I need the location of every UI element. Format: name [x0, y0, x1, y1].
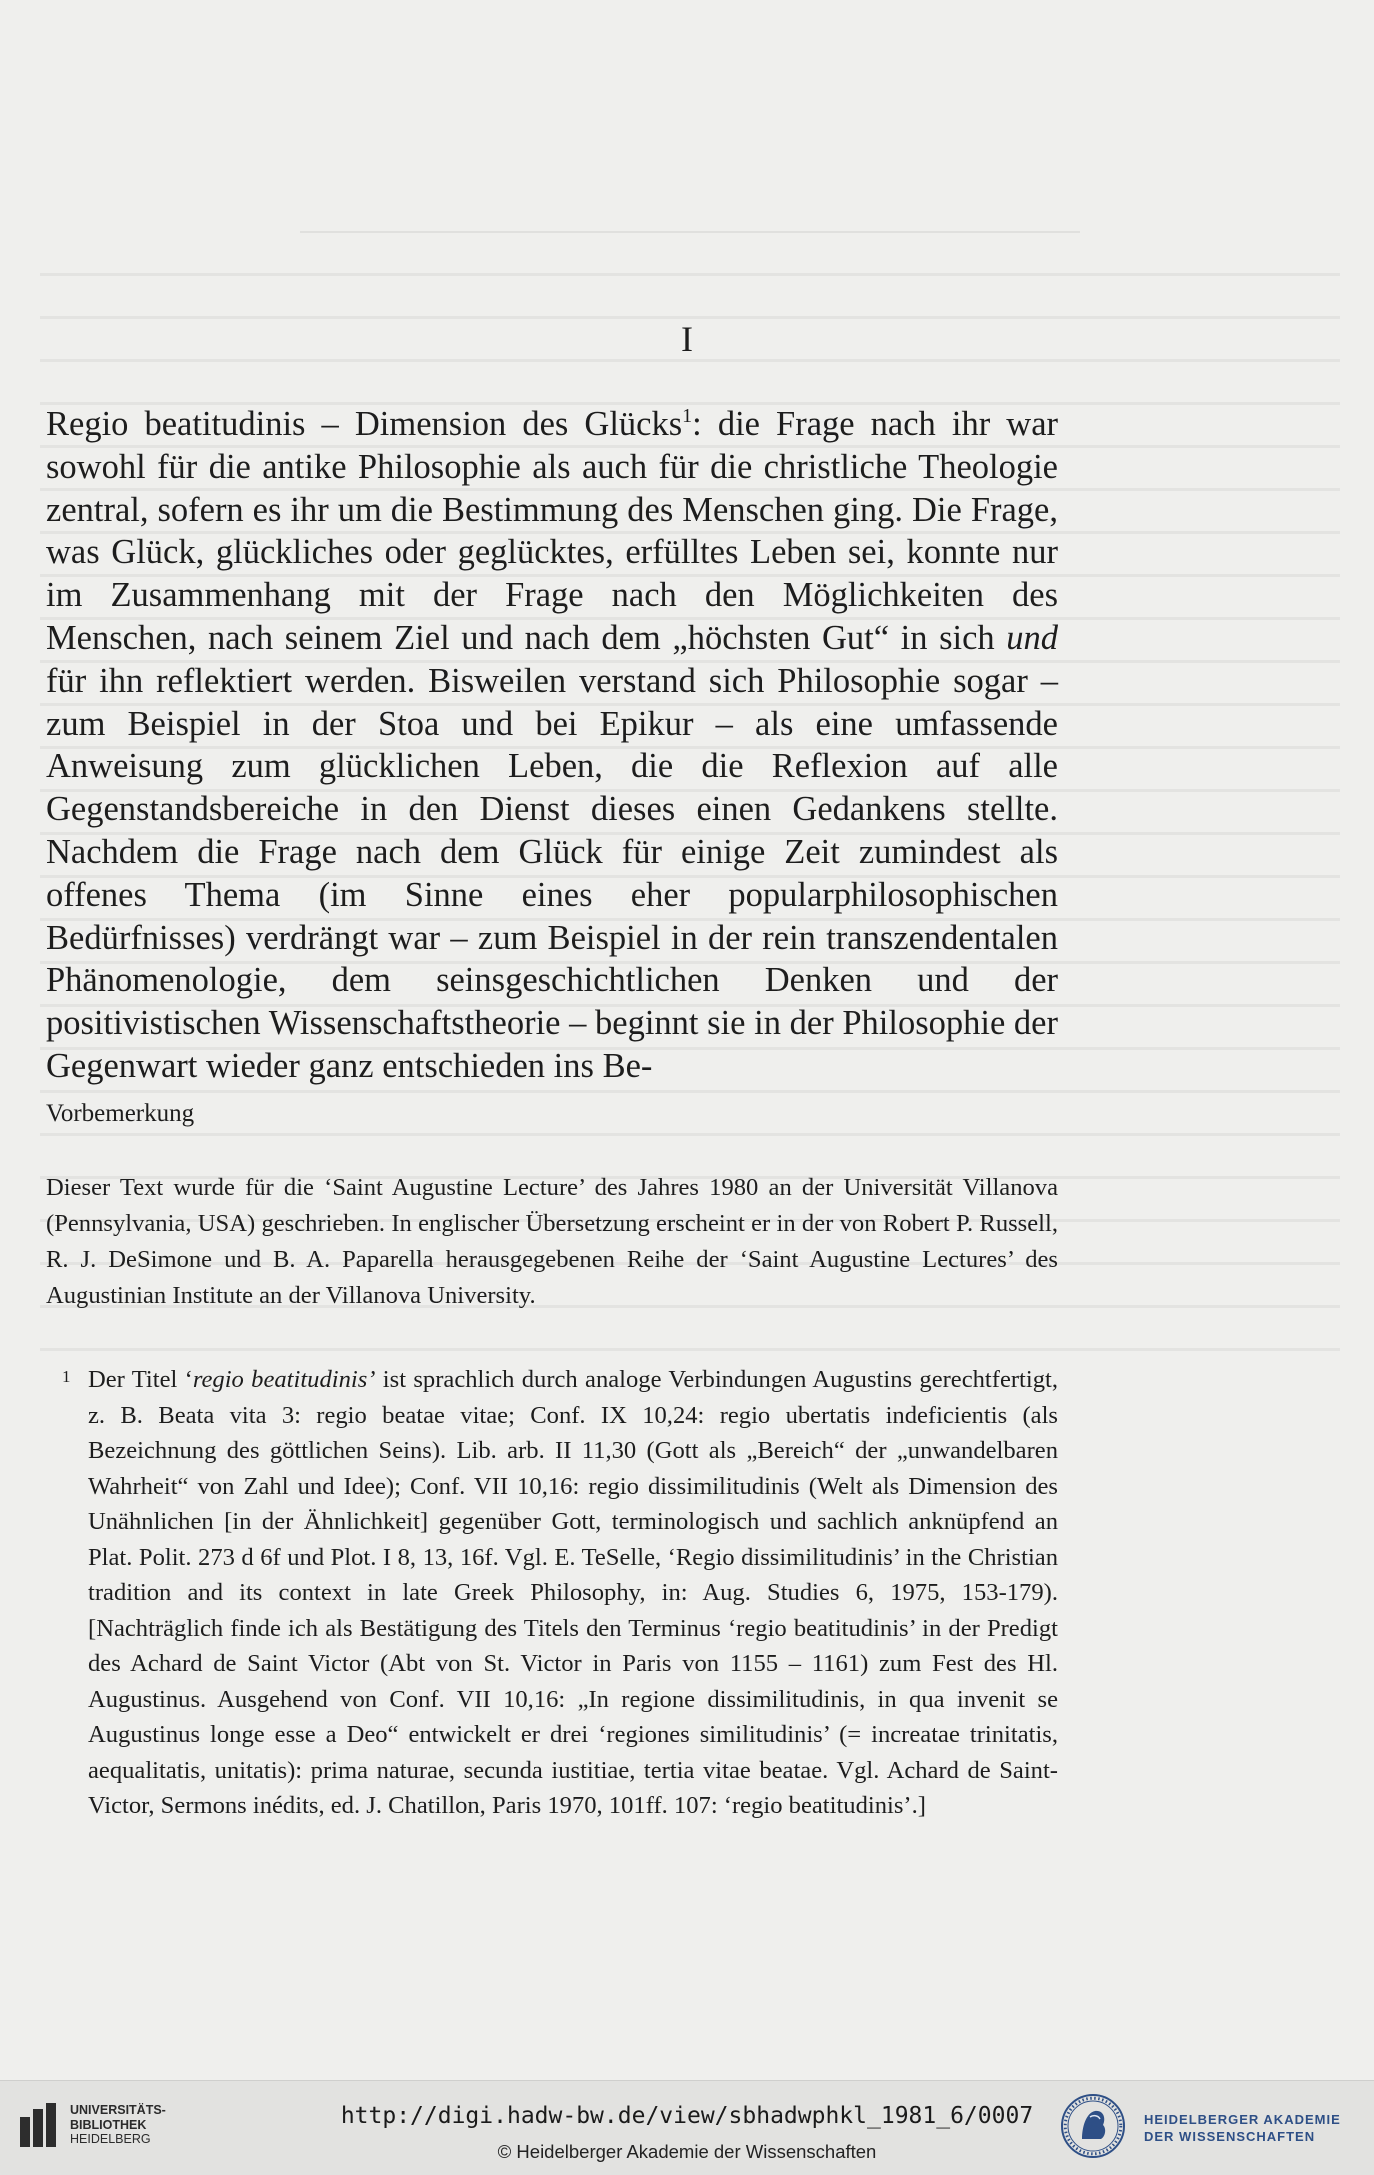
section-heading: Vorbemerkung: [46, 1100, 195, 1127]
main-text-part: für ihn reflektiert werden. Bisweilen verstand sich Philosophie sogar – zum Beispiel in der Stoa und bei Epikur – als eine umfassende Anweisung zum glücklichen Leben, die die Reflexion auf alle Gegenstandsbereiche in den Dienst dieses einen Gedankens stellte. Nachdem die Frage nach dem Glück für einige Zeit zumindest als offenes Thema (im Sinne eines eher popularphilosophischen Bedürfnisses) verdrängt war – zum Beispiel in der rein transzendentalen Phänomenologie, dem seinsgeschichtlichen Denken und der positivistischen Wissenschaftstheorie – beginnt sie in der Philosophie der Gegenwart wieder ganz entschieden ins Be-: [46, 661, 1058, 1085]
library-logo-line: UNIVERSITÄTS-: [70, 2103, 166, 2117]
academy-logo[interactable]: [1060, 2093, 1360, 2163]
main-paragraph: [46, 403, 1058, 1088]
chapter-number: I: [681, 319, 693, 359]
library-logo-line: BIBLIOTHEK: [70, 2117, 147, 2132]
footnote-body: [88, 1362, 1058, 1824]
main-text-part: : die Frage nach ihr war sowohl für die antike Philosophie als auch für die christliche Theologie zentral, sofern es ihr um die Bestimmung des Menschen ging. Die Frage, was Glück, glückliches oder geglücktes, erfülltes Leben sei, konnte nur im Zusammenhang mit der Frage nach den Möglichkeiten des Menschen, nach seinem Ziel und nach dem „höchsten Gut“ in sich: [46, 405, 1058, 657]
main-text-part: Regio beatitudinis – Dimension des Glücks: [46, 405, 683, 443]
emphasis-word: und: [1006, 618, 1059, 657]
academy-logo-line: HEIDELBERGER AKADEMIE: [1144, 2112, 1341, 2127]
footnote-lead: Der Titel ‘: [88, 1366, 193, 1393]
footnote-text: ist sprachlich durch analoge Verbindungen Augustins gerechtfertigt, z. B. Beata vita 3: regio beatae vitae; Conf. IX 10,24: regio ubertatis indeficientis (als Bezeichnung des göttlichen Seins). Lib. arb. II 11,30 (Gott als „Bereich“ der „unwandelbaren Wahrheit“ von Zahl und Idee); Conf. VII 10,16: regio dissimilitudinis (Welt als Dimension des Unähnlichen [in der Ähnlichkeit] gegenüber Gott, terminologisch und sachlich anknüpfend an Plat. Polit. 273 d 6f und Plot. I 8, 13, 16f. Vgl. E. TeSelle, ‘Regio dissimilitudinis’ in the Christian tradition and its context in late Greek Philosophy, in: Aug. Studies 6, 1975, 153-179). [Nachträglich finde ich als Bestätigung des Titels den Terminus ‘regio beatitudinis’ in der Predigt des Achard de Saint Victor (Abt von St. Victor in Paris von 1155 – 1161) zum Fest des Hl. Augustinus. Ausgehend von Conf. VII 10,16: „In regione dissimilitudinis, in qua invenit se Augustinus longe esse a Deo“ entwickelt er drei ‘regiones similitudinis’ (= increatae trinitatis, aequalitatis, unitatis): prima naturae, secunda iustitiae, tertia vitae beatae. Vgl. Achard de Saint-Victor, Sermons inédits, ed. J. Chatillon, Paris 1970, 101ff. 107: ‘regio beatitudinis’.]: [88, 1366, 1058, 1819]
prefatory-note: Dieser Text wurde für die ‘Saint Augustine Lecture’ des Jahres 1980 an der Universität Villanova (Pennsylvania, USA) geschrieben. In englischer Übersetzung erscheint er in der von Robert P. Russell, R. J. DeSimone und B. A. Paparella herausgegebenen Reihe der ‘Saint Augustine Lectures’ des Augustinian Institute an der Villanova University.: [46, 1174, 1058, 1309]
viewer-footer: [0, 2080, 1374, 2175]
academy-logo-line: DER WISSENSCHAFTEN: [1144, 2129, 1316, 2144]
footnote-italic-title: regio beatitudinis’: [192, 1366, 376, 1393]
library-logo-line: HEIDELBERG: [70, 2132, 151, 2146]
footnote: [62, 1362, 1058, 1824]
permalink-url[interactable]: http://digi.hadw-bw.de/view/sbhadwphkl_1981_6/0007: [340, 2103, 1034, 2129]
footnote-reference: 1: [682, 405, 693, 427]
footnote-number: 1: [62, 1367, 71, 1386]
main-body-text: [46, 403, 1058, 1088]
copyright-notice: © Heidelberger Akademie der Wissenschaften: [497, 2141, 877, 2162]
academy-seal-icon: [1060, 2093, 1126, 2159]
